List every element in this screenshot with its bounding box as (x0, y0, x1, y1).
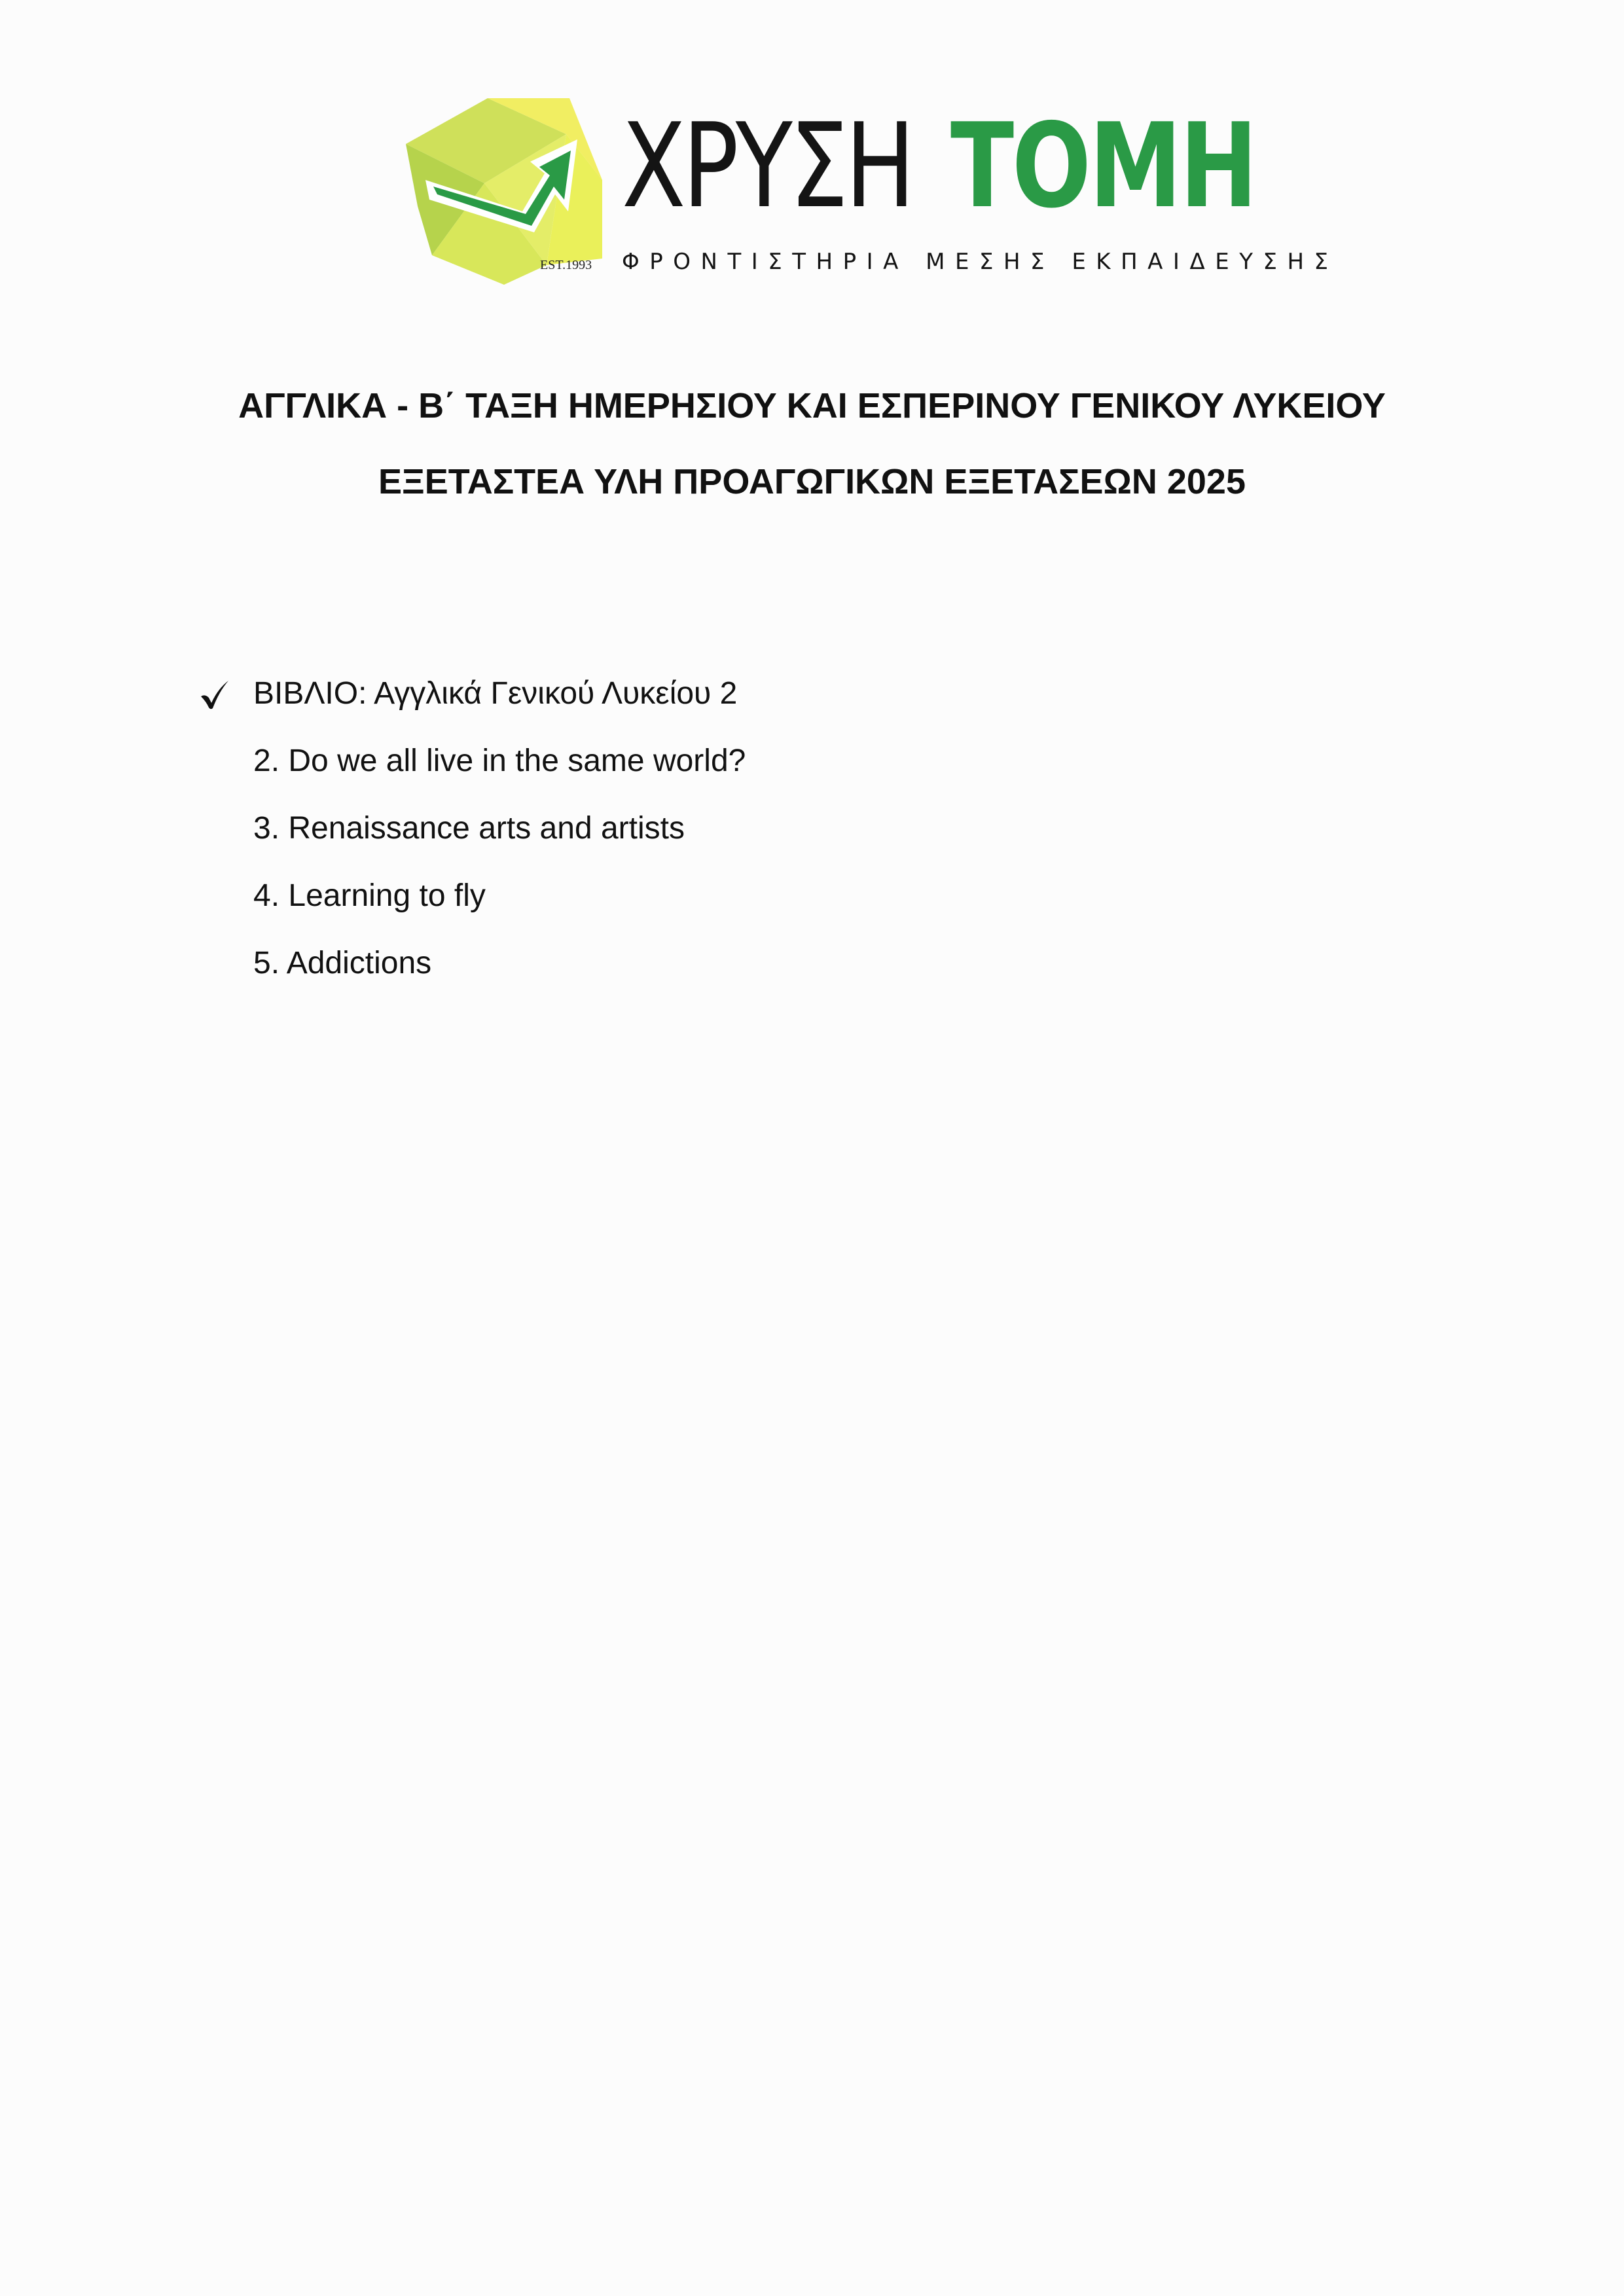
logo-name-part2: ΤΟΜΗ (950, 98, 1256, 234)
document-title: ΑΓΓΛΙΚΑ - Β΄ ΤΑΞΗ ΗΜΕΡΗΣΙΟΥ ΚΑΙ ΕΣΠΕΡΙΝΟΥ ΓΕΝΙΚΟΥ ΛΥΚΕΙΟΥ (238, 386, 1386, 425)
logo-tagline: ΦΡΟΝΤΙΣΤΗΡΙΑ ΜΕΣΗΣ ΕΚΠΑΙΔΕΥΣΗΣ (622, 249, 1339, 275)
checkmark-icon (198, 674, 231, 713)
document-subtitle: ΕΞΕΤΑΣΤΕΑ ΥΛΗ ΠΡΟΑΓΩΓΙΚΩΝ ΕΞΕΤΑΣΕΩΝ 2025 (378, 462, 1246, 501)
unit-label: 2. Do we all live in the same world? (253, 744, 746, 778)
book-label: ΒΙΒΛΙΟ: Αγγλικά Γενικού Λυκείου 2 (253, 676, 738, 711)
logo-established: EST.1993 (540, 258, 592, 272)
unit-label: 4. Learning to fly (253, 878, 486, 913)
company-logo (406, 95, 1339, 285)
logo-cube-arrow-icon (406, 95, 602, 285)
unit-label: 5. Addictions (253, 946, 432, 980)
logo-name-part1: ΧΡΥΣΗ (622, 98, 912, 234)
unit-label: 3. Renaissance arts and artists (253, 811, 685, 846)
